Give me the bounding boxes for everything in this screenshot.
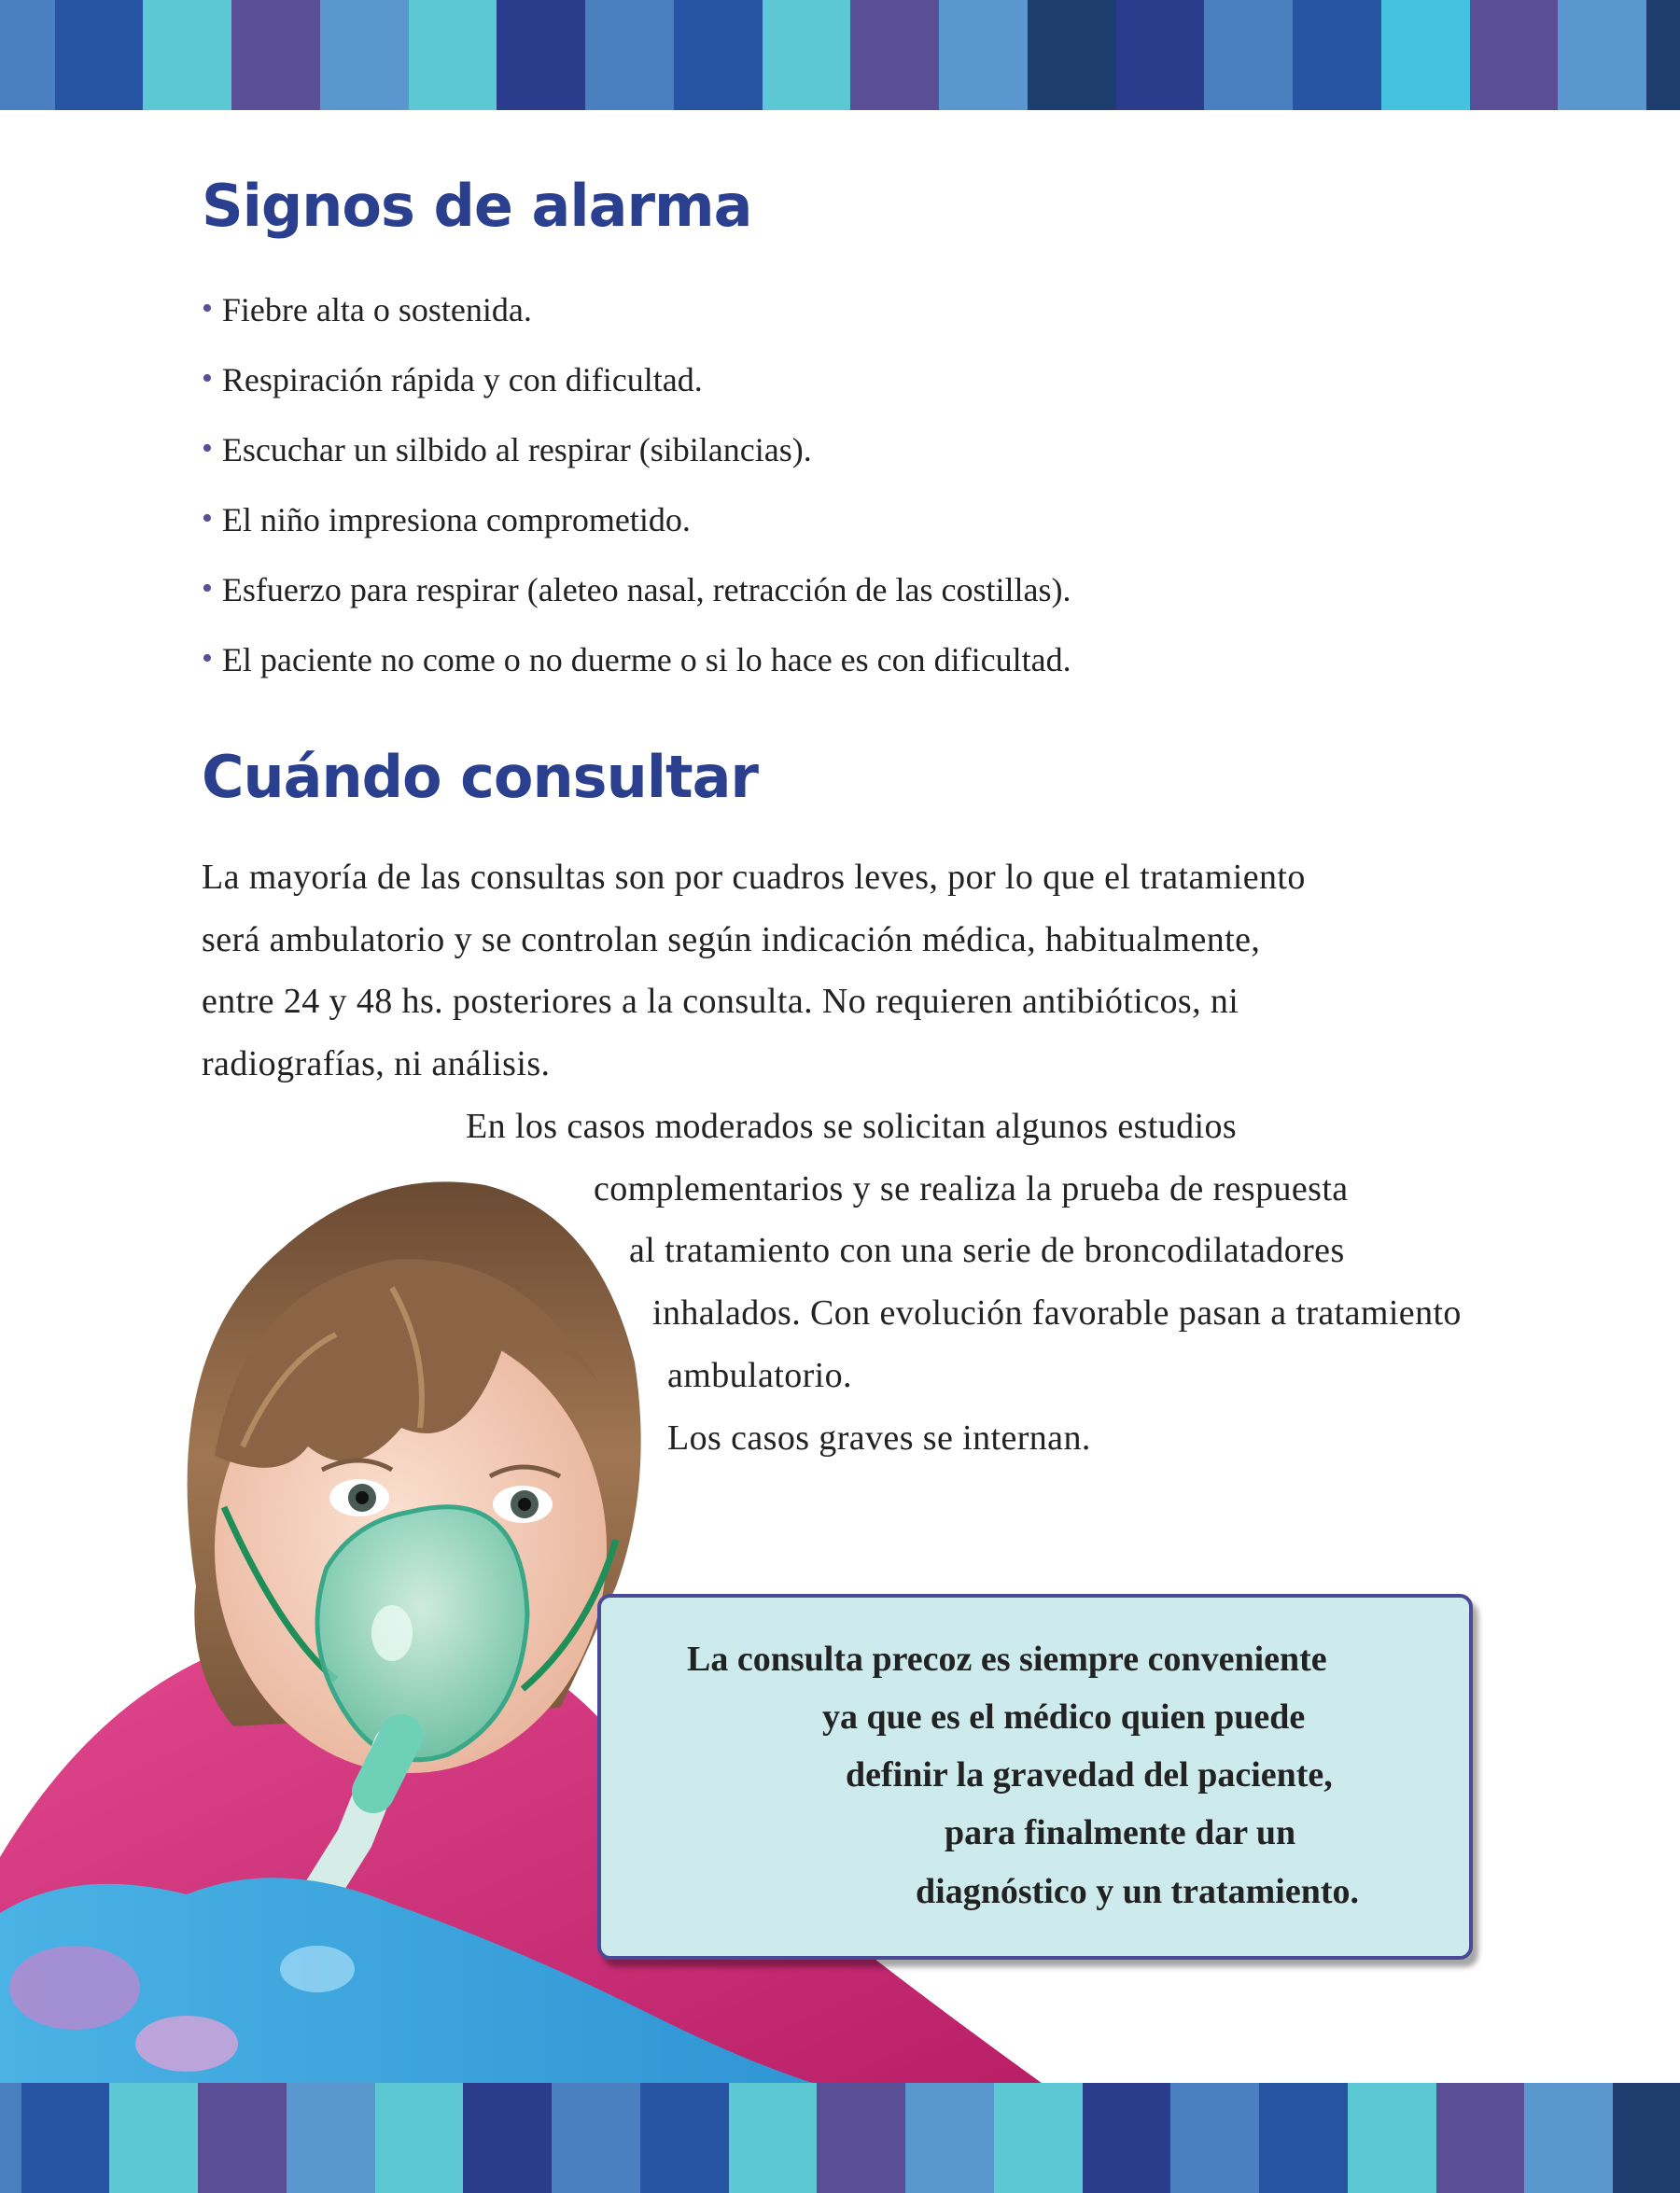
stripe [143, 0, 232, 110]
bullet-icon: • [202, 361, 213, 396]
callout-line: definir la gravedad del paciente, [846, 1755, 1333, 1795]
bullet-icon: • [202, 291, 213, 326]
list-item: • El niño impresiona comprometido. [202, 501, 691, 538]
callout-line: para finalmente dar un [945, 1813, 1296, 1852]
stripe [939, 0, 1029, 110]
stripe [817, 2083, 906, 2193]
paragraph-line: será ambulatorio y se controlan según indicación médica, habitualmente, [202, 920, 1261, 959]
bullet-icon: • [202, 641, 213, 676]
callout-line: ya que es el médico quien puede [822, 1697, 1306, 1737]
section-title-alarm-signs: Signos de alarma [202, 172, 752, 240]
paragraph-line: entre 24 y 48 hs. posteriores a la consulta. No requieren antibióticos, ni [202, 982, 1239, 1021]
stripe [0, 2083, 22, 2193]
stripe [463, 2083, 553, 2193]
stripe [1646, 0, 1680, 110]
stripe [198, 2083, 287, 2193]
stripe [1170, 2083, 1260, 2193]
bottom-stripe-bar [0, 2083, 1680, 2193]
stripe [850, 0, 940, 110]
stripe [640, 2083, 730, 2193]
stripe [1348, 2083, 1437, 2193]
callout-line: La consulta precoz es siempre conveniente [687, 1640, 1327, 1679]
list-item: • Fiebre alta o sostenida. [202, 291, 532, 328]
stripe [1558, 0, 1647, 110]
stripe [552, 2083, 641, 2193]
list-item: • Respiración rápida y con dificultad. [202, 361, 703, 398]
stripe [1436, 2083, 1526, 2193]
bullet-icon: • [202, 431, 213, 466]
bullet-icon: • [202, 571, 213, 606]
bullet-icon: • [202, 501, 213, 536]
paragraph-line: inhalados. Con evolución favorable pasan a tratamiento [652, 1293, 1462, 1333]
stripe [763, 0, 852, 110]
list-item: • El paciente no come o no duerme o si lo hace es con dificultad. [202, 641, 1071, 678]
paragraph-line: ambulatorio. [667, 1356, 852, 1395]
list-item: • Esfuerzo para respirar (aleteo nasal, retracción de las costillas). [202, 571, 1071, 608]
stripe [1524, 2083, 1614, 2193]
stripe [409, 0, 498, 110]
callout-line: diagnóstico y un tratamiento. [916, 1872, 1359, 1911]
stripe [287, 2083, 376, 2193]
stripe [0, 0, 56, 110]
stripe [1381, 0, 1471, 110]
stripe [1613, 2083, 1680, 2193]
stripe [1259, 2083, 1349, 2193]
stripe [21, 2083, 111, 2193]
stripe [1028, 0, 1117, 110]
paragraph-line: Los casos graves se internan. [667, 1418, 1091, 1458]
stripe [905, 2083, 995, 2193]
stripe [674, 0, 763, 110]
paragraph-line: radiografías, ni análisis. [202, 1044, 551, 1083]
stripe [994, 2083, 1084, 2193]
stripe [1470, 0, 1560, 110]
stripe [320, 0, 410, 110]
stripe [1204, 0, 1294, 110]
paragraph-line: La mayoría de las consultas son por cuadros leves, por lo que el tratamiento [202, 858, 1306, 897]
list-item: • Escuchar un silbido al respirar (sibilancias). [202, 431, 812, 468]
paragraph-line: complementarios y se realiza la prueba de respuesta [594, 1169, 1349, 1208]
stripe [55, 0, 145, 110]
section-title-when-to-consult: Cuándo consultar [202, 743, 759, 811]
top-stripe-bar [0, 0, 1680, 110]
stripe [729, 2083, 819, 2193]
stripe [1083, 2083, 1172, 2193]
callout-box [597, 1594, 1473, 1960]
stripe [1293, 0, 1382, 110]
stripe [1116, 0, 1206, 110]
stripe [375, 2083, 465, 2193]
paragraph-line: En los casos moderados se solicitan algunos estudios [466, 1107, 1238, 1146]
stripe [231, 0, 321, 110]
stripe [497, 0, 586, 110]
paragraph-line: al tratamiento con una serie de broncodilatadores [629, 1231, 1345, 1270]
stripe [585, 0, 675, 110]
alarm-signs-list [202, 275, 1071, 695]
stripe [109, 2083, 199, 2193]
